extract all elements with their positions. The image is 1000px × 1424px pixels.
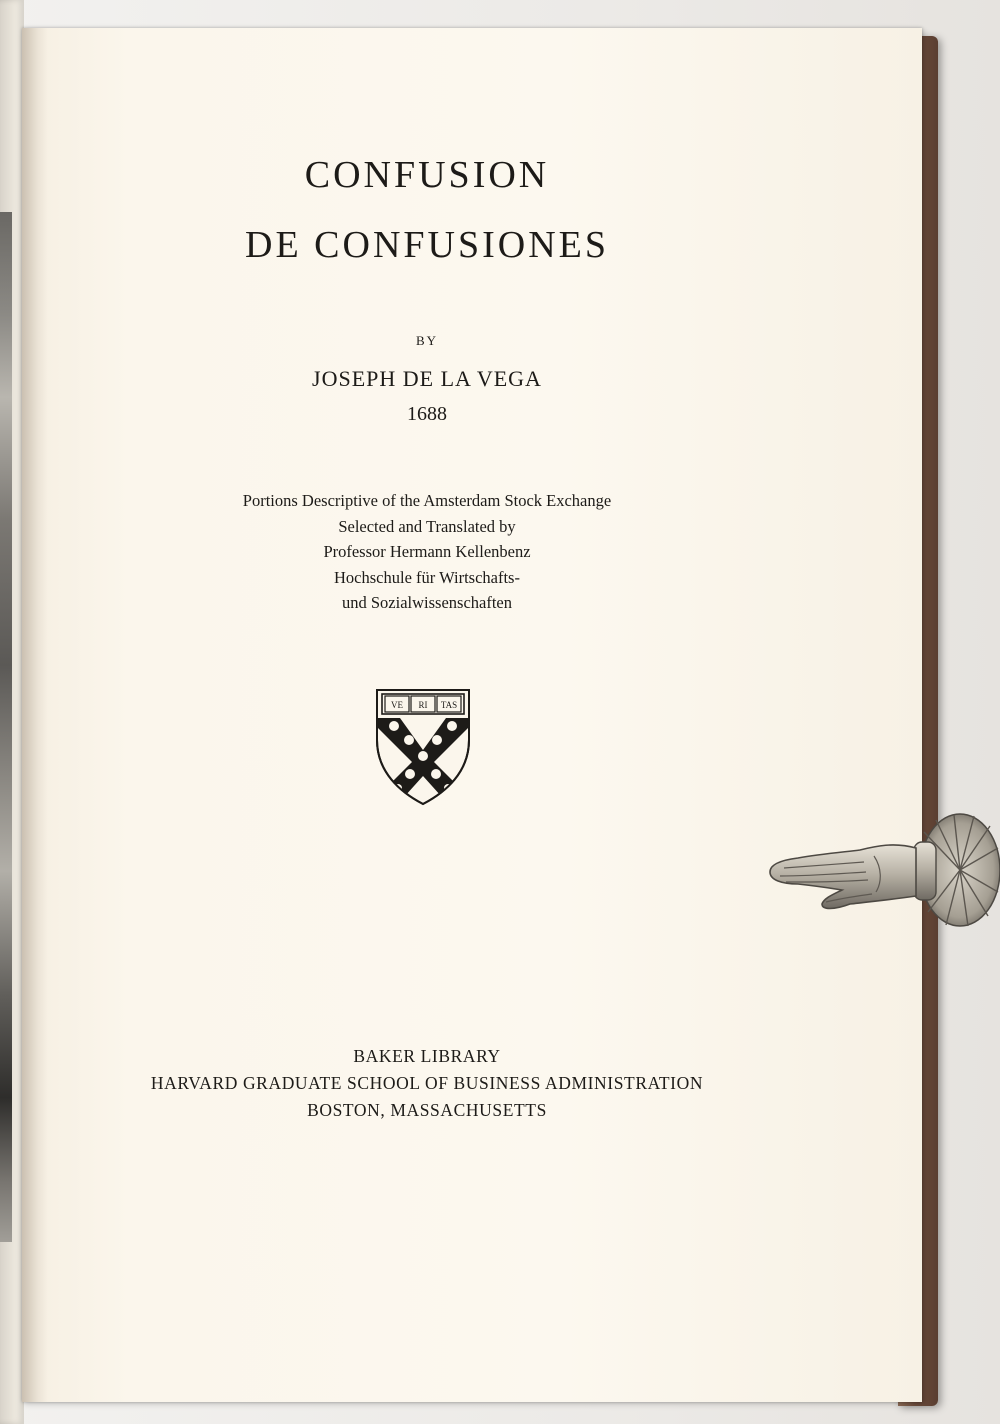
publication-year: 1688 xyxy=(407,403,447,425)
description xyxy=(22,488,832,616)
imprint-line: BOSTON, MASSACHUSETTS xyxy=(307,1100,547,1120)
motto-ve: VE xyxy=(391,700,403,710)
description-line: Hochschule für Wirtschafts- xyxy=(334,567,520,587)
author-name: JOSEPH DE LA VEGA xyxy=(312,366,542,391)
imprint-line: HARVARD GRADUATE SCHOOL OF BUSINESS ADMINISTRATION xyxy=(150,1073,704,1093)
imprint xyxy=(22,1043,832,1124)
description-line: Selected and Translated by xyxy=(338,516,516,536)
description-line: und Sozialwissenschaften xyxy=(341,593,512,612)
by-line: BY xyxy=(415,333,439,348)
title-line-2: DE CONFUSIONES xyxy=(245,224,609,266)
silver-hand-clasp-icon xyxy=(764,812,1000,930)
title-line-1: CONFUSION xyxy=(304,154,550,196)
frontispiece-plate-edge xyxy=(0,212,12,1242)
harvard-business-school-shield-icon xyxy=(374,688,472,806)
title-page xyxy=(22,28,922,1402)
description-line: Professor Hermann Kellenbenz xyxy=(323,542,531,561)
description-line: Portions Descriptive of the Amsterdam Stock Exchange xyxy=(242,491,612,510)
motto-ri: RI xyxy=(418,700,428,710)
imprint-line: BAKER LIBRARY xyxy=(353,1046,501,1066)
motto-tas: TAS xyxy=(440,700,458,710)
